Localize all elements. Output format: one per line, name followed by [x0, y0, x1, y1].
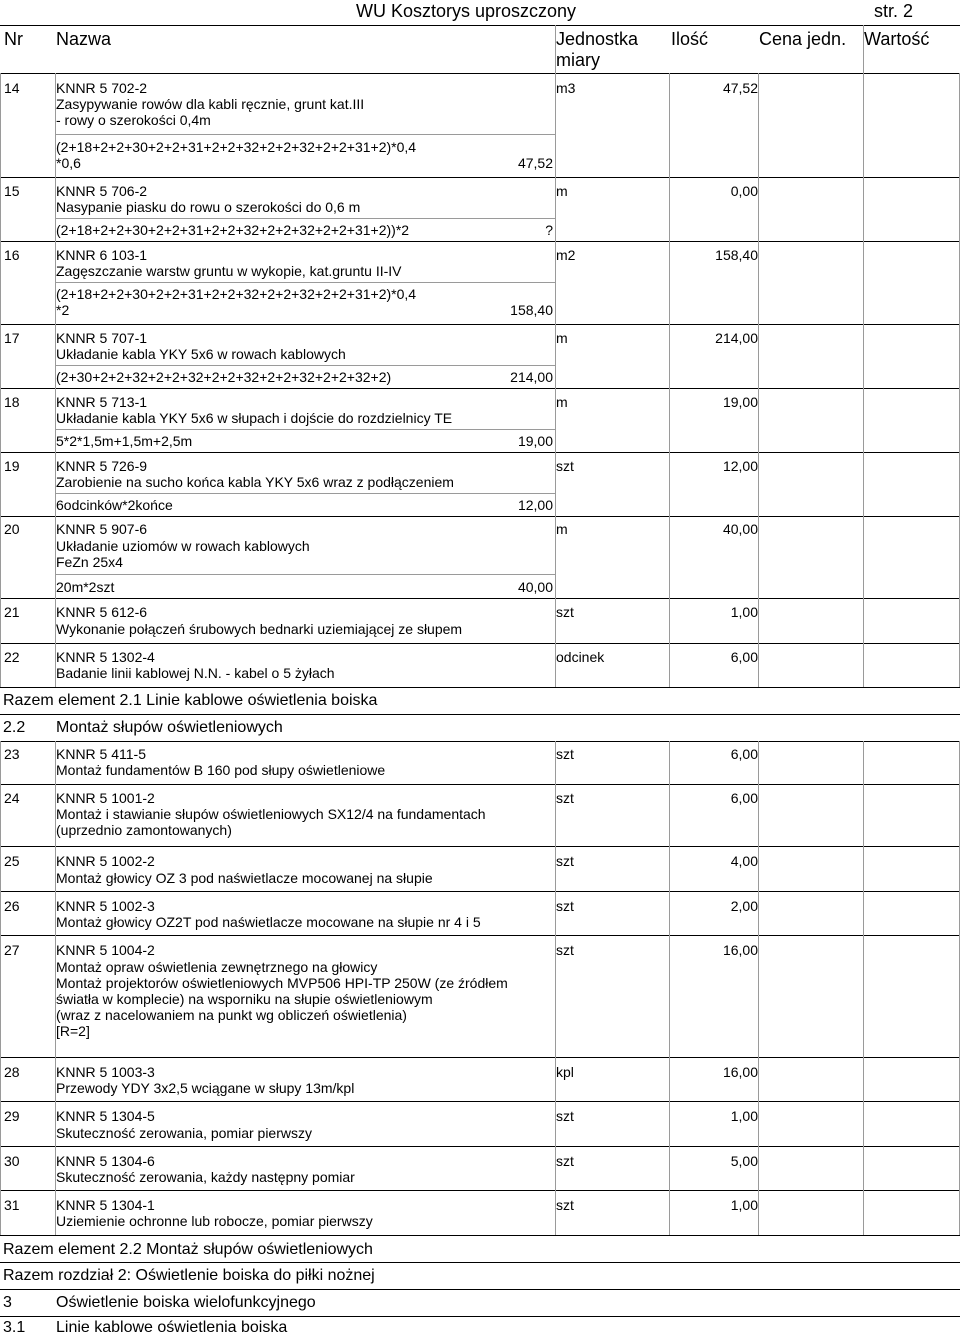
item-calc-result: 47,52 [517, 155, 553, 171]
col-header-nazwa: Nazwa [56, 29, 112, 49]
row-separator [0, 388, 960, 389]
item-unit: m [556, 521, 568, 537]
section-rule [0, 1262, 960, 1263]
calc-rule [56, 493, 555, 494]
item-nr: 19 [4, 458, 20, 474]
calc-rule [56, 282, 555, 283]
item-calc-result: 214,00 [510, 369, 553, 385]
column-divider [0, 73, 1, 687]
item-calc-result: 19,00 [517, 433, 553, 449]
item-qty: 40,00 [722, 521, 758, 537]
item-code: KNNR 5 1002-2 [56, 853, 155, 869]
item-qty: 0,00 [730, 183, 758, 199]
item-calc: (2+18+2+2+30+2+2+31+2+2+32+2+2+32+2+2+31+2))*2 [56, 222, 410, 238]
item-nr: 26 [4, 898, 20, 914]
row-separator [0, 452, 960, 453]
col-header-jednostka: Jednostka [556, 29, 639, 49]
item-code: KNNR 5 726-9 [56, 458, 148, 474]
row-separator [0, 741, 960, 742]
item-code: KNNR 5 1003-3 [56, 1064, 155, 1080]
item-qty: 47,52 [722, 80, 758, 96]
row-separator [0, 516, 960, 517]
item-desc: Montaż fundamentów B 160 pod słupy oświetleniowe [56, 762, 386, 778]
item-code: KNNR 5 713-1 [56, 394, 148, 410]
item-nr: 16 [4, 247, 20, 263]
row-separator [0, 1146, 960, 1147]
calc-rule [56, 429, 555, 430]
item-desc: Przewody YDY 3x2,5 wciągane w słupy 13m/kpl [56, 1080, 355, 1096]
column-divider [758, 73, 759, 687]
row-separator [0, 73, 960, 74]
subtotal-chapter-2: Razem rozdział 2: Oświetlenie boiska do piłki nożnej [3, 1267, 375, 1284]
item-code: KNNR 5 411-5 [56, 746, 147, 762]
item-code: KNNR 5 702-2 [56, 80, 148, 96]
row-separator [0, 935, 960, 936]
item-qty: 158,40 [715, 247, 758, 263]
item-nr: 18 [4, 394, 20, 410]
item-unit: szt [556, 1153, 574, 1169]
item-desc: Układanie kabla YKY 5x6 w rowach kablowych [56, 346, 346, 362]
item-qty: 6,00 [730, 746, 758, 762]
item-unit: m [556, 330, 568, 346]
item-code: KNNR 5 1304-5 [56, 1108, 155, 1124]
item-nr: 17 [4, 330, 20, 346]
item-desc: Układanie kabla YKY 5x6 w słupach i dojście do rozdzielnicy TE [56, 410, 453, 426]
item-calc: 5*2*1,5m+1,5m+2,5m [56, 433, 193, 449]
item-desc: Montaż i stawianie słupów oświetleniowych SX12/4 na fundamentach [56, 806, 486, 822]
item-nr: 28 [4, 1064, 20, 1080]
page-number: str. 2 [874, 1, 914, 21]
item-nr: 22 [4, 649, 20, 665]
col-header-ilosc: Ilość [671, 29, 709, 49]
item-calc: (2+18+2+2+30+2+2+31+2+2+32+2+2+32+2+2+31+2)*0,4 [56, 139, 417, 155]
calc-rule [56, 218, 555, 219]
column-divider [555, 73, 556, 687]
item-code: KNNR 5 1004-2 [56, 942, 155, 958]
row-separator [0, 846, 960, 847]
item-qty: 6,00 [730, 790, 758, 806]
subtotal-element-2-2: Razem element 2.2 Montaż słupów oświetleniowych [3, 1241, 373, 1258]
item-code: KNNR 5 1002-3 [56, 898, 155, 914]
item-calc: 6odcinków*2końce [56, 497, 173, 513]
item-calc: 20m*2szt [56, 579, 115, 595]
item-nr: 31 [4, 1197, 20, 1213]
item-unit: m [556, 394, 568, 410]
header-top-rule [0, 25, 960, 26]
item-desc: Zagęszczanie warstw gruntu w wykopie, kat.gruntu II-IV [56, 263, 402, 279]
item-nr: 23 [4, 746, 20, 762]
section-title: Linie kablowe oświetlenia boiska [56, 1319, 288, 1336]
item-qty: 16,00 [722, 1064, 758, 1080]
subtotal-element-2-1: Razem element 2.1 Linie kablowe oświetlenia boiska [3, 692, 378, 709]
item-nr: 30 [4, 1153, 20, 1169]
item-nr: 29 [4, 1108, 20, 1124]
section-rule [0, 1316, 960, 1317]
item-code: KNNR 6 103-1 [56, 247, 148, 263]
item-unit: szt [556, 1108, 574, 1124]
item-nr: 15 [4, 183, 20, 199]
item-desc: - rowy o szerokości 0,4m [56, 112, 211, 128]
item-desc: (uprzednio zamontowanych) [56, 822, 232, 838]
calc-rule [56, 365, 555, 366]
item-desc: światła w komplecie) na wsporniku na słupie oświetleniowym [56, 991, 433, 1007]
item-unit: kpl [556, 1064, 574, 1080]
item-unit: m [556, 183, 568, 199]
item-qty: 214,00 [715, 330, 758, 346]
item-qty: 2,00 [730, 898, 758, 914]
item-unit: odcinek [556, 649, 605, 665]
item-qty: 5,00 [730, 1153, 758, 1169]
item-desc: Zarobienie na sucho końca kabla YKY 5x6 wraz z podłączeniem [56, 474, 454, 490]
item-calc-result: 158,40 [510, 302, 553, 318]
item-desc: Zasypywanie rowów dla kabli ręcznie, grunt kat.III [56, 96, 365, 112]
item-calc: (2+30+2+2+32+2+2+32+2+2+32+2+2+32+2+2+32+2) [56, 369, 392, 385]
column-divider [55, 73, 56, 687]
item-unit: szt [556, 790, 574, 806]
document-title: WU Kosztorys uproszczony [356, 1, 577, 21]
header-divider [863, 25, 864, 74]
item-unit: szt [556, 604, 574, 620]
item-desc: Skuteczność zerowania, każdy następny pomiar [56, 1169, 355, 1185]
section-number: 2.2 [3, 719, 26, 736]
item-calc: *0,6 [56, 155, 81, 171]
row-separator [0, 1235, 960, 1236]
item-qty: 4,00 [730, 853, 758, 869]
item-qty: 1,00 [730, 1197, 758, 1213]
item-nr: 27 [4, 942, 20, 958]
item-nr: 25 [4, 853, 20, 869]
item-code: KNNR 5 907-6 [56, 521, 148, 537]
column-divider [669, 741, 670, 1235]
item-code: KNNR 5 1001-2 [56, 790, 155, 806]
row-separator [0, 177, 960, 178]
item-desc: Badanie linii kablowej N.N. - kabel o 5 żyłach [56, 665, 335, 681]
row-separator [0, 891, 960, 892]
item-unit: szt [556, 898, 574, 914]
item-desc: Skuteczność zerowania, pomiar pierwszy [56, 1125, 312, 1141]
col-header-cena: Cena jedn. [759, 29, 847, 49]
item-desc: Układanie uziomów w rowach kablowych [56, 538, 310, 554]
item-qty: 12,00 [722, 458, 758, 474]
item-calc-result: 40,00 [517, 579, 553, 595]
col-header-wartosc: Wartość [864, 29, 930, 49]
item-unit: m3 [556, 80, 576, 96]
item-code: KNNR 5 706-2 [56, 183, 148, 199]
col-header-nr: Nr [4, 29, 23, 49]
section-title: Montaż słupów oświetleniowych [56, 719, 283, 736]
item-unit: szt [556, 942, 574, 958]
section-rule [0, 714, 960, 715]
item-unit: m2 [556, 247, 576, 263]
column-divider [863, 741, 864, 1235]
item-desc: Uziemienie ochronne lub robocze, pomiar pierwszy [56, 1213, 373, 1229]
item-desc: Montaż projektorów oświetleniowych MVP506 HPI-TP 250W (ze źródłem [56, 975, 508, 991]
row-separator [0, 784, 960, 785]
row-separator [0, 1101, 960, 1102]
item-code: KNNR 5 1302-4 [56, 649, 155, 665]
item-nr: 21 [4, 604, 20, 620]
col-header-miary: miary [556, 50, 600, 70]
row-separator [0, 1190, 960, 1191]
column-divider [55, 741, 56, 1235]
item-unit: szt [556, 746, 574, 762]
row-separator [0, 324, 960, 325]
section-title: Oświetlenie boiska wielofunkcyjnego [56, 1294, 316, 1311]
column-divider [669, 73, 670, 687]
item-desc: Nasypanie piasku do rowu o szerokości do 0,6 m [56, 199, 361, 215]
item-nr: 14 [4, 80, 20, 96]
row-separator [0, 643, 960, 644]
item-calc-result: 12,00 [517, 497, 553, 513]
item-desc: FeZn 25x4 [56, 554, 123, 570]
column-divider [555, 741, 556, 1235]
column-divider [0, 741, 1, 1235]
item-calc-result: ? [545, 222, 553, 238]
item-desc: [R=2] [56, 1023, 90, 1039]
item-qty: 1,00 [730, 604, 758, 620]
item-desc: Montaż głowicy OZ 3 pod naświetlacze mocowanej na słupie [56, 870, 433, 886]
calc-rule [56, 574, 555, 575]
item-unit: szt [556, 1197, 574, 1213]
section-rule [0, 1289, 960, 1290]
section-number: 3.1 [3, 1319, 26, 1336]
row-separator [0, 598, 960, 599]
item-qty: 1,00 [730, 1108, 758, 1124]
item-nr: 24 [4, 790, 20, 806]
row-separator [0, 241, 960, 242]
item-desc: (wraz z nacelowaniem na punkt wg obliczeń oświetlenia) [56, 1007, 407, 1023]
item-qty: 6,00 [730, 649, 758, 665]
item-nr: 20 [4, 521, 20, 537]
item-qty: 19,00 [722, 394, 758, 410]
column-divider [863, 73, 864, 687]
header-divider [555, 25, 556, 74]
item-desc: Montaż opraw oświetlenia zewnętrznego na głowicy [56, 959, 378, 975]
row-separator [0, 1057, 960, 1058]
item-desc: Montaż głowicy OZ2T pod naświetlacze mocowane na słupie nr 4 i 5 [56, 914, 481, 930]
row-separator [0, 687, 960, 688]
item-unit: szt [556, 853, 574, 869]
item-unit: szt [556, 458, 574, 474]
item-code: KNNR 5 1304-1 [56, 1197, 155, 1213]
item-calc: (2+18+2+2+30+2+2+31+2+2+32+2+2+32+2+2+31+2)*0,4 [56, 286, 417, 302]
item-code: KNNR 5 707-1 [56, 330, 148, 346]
item-calc: *2 [56, 302, 70, 318]
calc-rule [56, 134, 555, 135]
item-code: KNNR 5 612-6 [56, 604, 148, 620]
section-number: 3 [3, 1294, 12, 1311]
column-divider [758, 741, 759, 1235]
item-qty: 16,00 [722, 942, 758, 958]
item-desc: Wykonanie połączeń śrubowych bednarki uziemiającej ze słupem [56, 621, 463, 637]
item-code: KNNR 5 1304-6 [56, 1153, 155, 1169]
